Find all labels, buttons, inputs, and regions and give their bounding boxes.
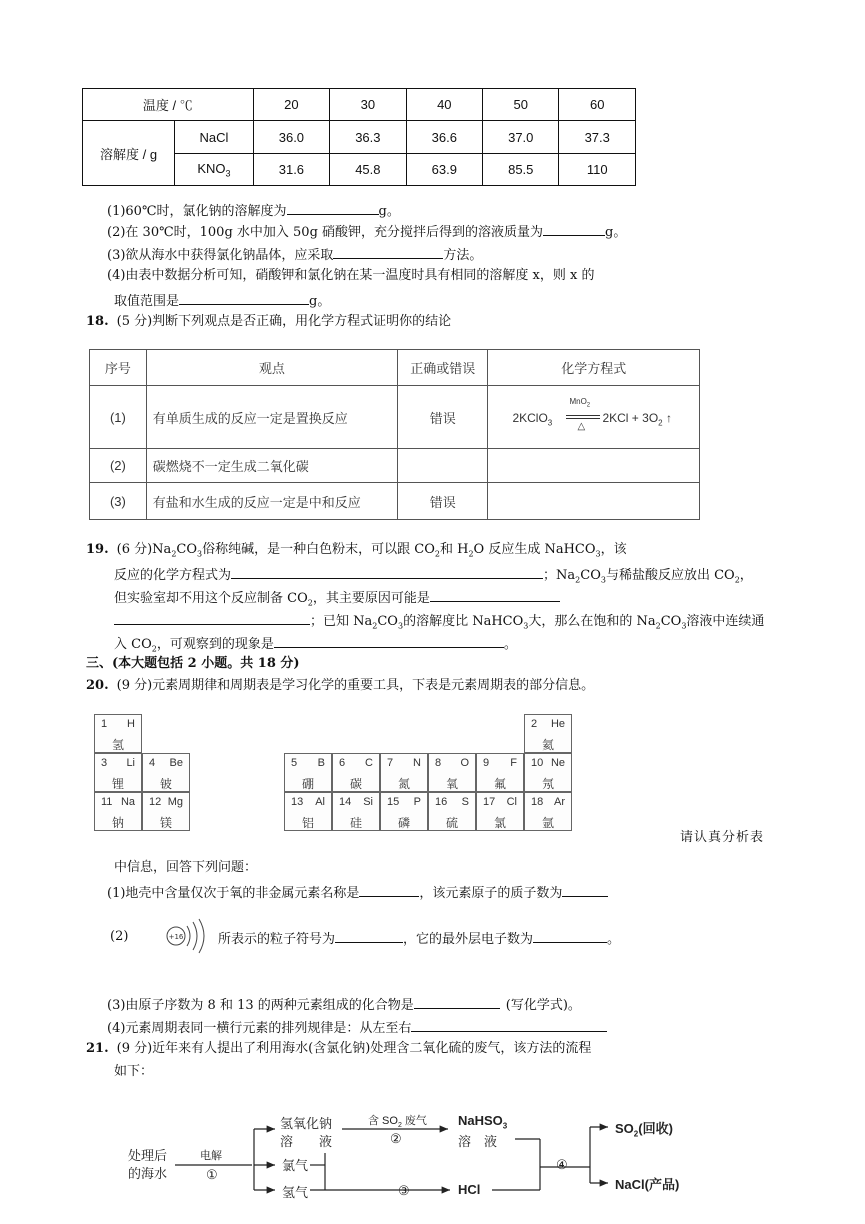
q20-text: (9 分)元素周期律和周期表是学习化学的重要工具，下表是元素周期表的部分信息。 bbox=[116, 678, 595, 693]
element-name: 钠 bbox=[111, 816, 124, 830]
electron-shell bbox=[193, 922, 197, 950]
sub: 2 bbox=[372, 621, 378, 631]
q19-text: O 反应生成 NaHCO bbox=[473, 542, 596, 557]
atomic-number: 12 bbox=[149, 796, 162, 808]
nahso3-label bbox=[458, 1113, 507, 1131]
opinion-cell: 碳燃烧不一定生成二氧化碳 bbox=[146, 449, 397, 483]
value-cell: 110 bbox=[559, 154, 636, 186]
element-symbol: Na bbox=[120, 796, 135, 808]
judgement-cell: 错误 bbox=[397, 483, 487, 520]
atomic-number: 6 bbox=[339, 757, 346, 769]
q19-text: CO bbox=[660, 614, 682, 629]
temp-cell: 40 bbox=[406, 89, 482, 121]
row-name-nacl: NaCl bbox=[175, 121, 254, 154]
q17-text: 方法。 bbox=[443, 248, 483, 263]
atomic-number: 2 bbox=[531, 718, 538, 730]
q19-text: 但实验室却不用这个反应制备 CO bbox=[114, 591, 308, 606]
judgement-cell[interactable] bbox=[397, 449, 487, 483]
atomic-number: 15 bbox=[387, 796, 400, 808]
q19-text: 大，那么在饱和的 Na bbox=[528, 614, 656, 629]
q20-intro: 中信息，回答下列问题： bbox=[114, 860, 258, 875]
q19-text: CO bbox=[580, 568, 601, 583]
q19-text: ，可观察到的现象是 bbox=[156, 637, 274, 652]
q20-text: (1)地壳中含量仅次于氧的非金属元素名称是 bbox=[107, 886, 360, 901]
atomic-number: 4 bbox=[149, 757, 156, 769]
q21-line2: 如下： bbox=[114, 1064, 154, 1079]
atomic-number: 3 bbox=[101, 757, 108, 769]
electron-shell bbox=[199, 919, 204, 953]
q20-continuation: 请认真分析表 bbox=[680, 829, 765, 844]
eq-text: 2KCl + 3O bbox=[602, 411, 659, 425]
periodic-table bbox=[94, 712, 670, 834]
element-cell bbox=[380, 753, 428, 792]
element-cell bbox=[284, 753, 332, 792]
element-name: 氮 bbox=[397, 777, 410, 791]
atomic-number: 11 bbox=[101, 796, 113, 808]
atomic-number: 10 bbox=[531, 757, 544, 769]
element-name: 磷 bbox=[397, 816, 410, 830]
element-name: 碳 bbox=[349, 777, 362, 791]
atomic-number: 9 bbox=[483, 757, 490, 769]
q17-part4-cont bbox=[114, 290, 330, 311]
answer-blank[interactable] bbox=[414, 994, 500, 1009]
eq-text: MnO bbox=[569, 397, 587, 406]
flow-text: NaHSO bbox=[458, 1113, 503, 1128]
q19-text: ，其主要原因可能是 bbox=[312, 591, 430, 606]
equation bbox=[494, 397, 693, 437]
sub: 2 bbox=[633, 1129, 639, 1139]
q19-text: CO bbox=[176, 542, 198, 557]
q20-text: 。 bbox=[607, 932, 621, 947]
electrolysis-label: 电解 bbox=[200, 1150, 222, 1162]
q20-text: ，它的最外层电子数为 bbox=[403, 932, 534, 947]
eq-right bbox=[602, 411, 672, 427]
flow-text: 废气 bbox=[404, 1115, 427, 1127]
kno3-sub: 3 bbox=[225, 168, 231, 179]
solubility-table bbox=[82, 88, 636, 186]
element-cell bbox=[524, 753, 572, 792]
header-cell: 观点 bbox=[146, 350, 397, 386]
atomic-number: 16 bbox=[435, 796, 448, 808]
element-cell bbox=[428, 753, 476, 792]
q20-part3 bbox=[107, 994, 581, 1015]
element-symbol: Ar bbox=[554, 796, 565, 808]
q17-text: (2)在 30℃时，100g 水中加入 50g 硝酸钾，充分搅拌后得到的溶液质量为 bbox=[107, 225, 544, 240]
element-cell bbox=[380, 792, 428, 831]
element-cell bbox=[332, 792, 380, 831]
element-name: 铍 bbox=[159, 777, 172, 791]
q19-text: 俗称纯碱，是一种白色粉末，可以跟 CO bbox=[202, 542, 435, 557]
eq-sub: 3 bbox=[547, 418, 553, 428]
sub: 2 bbox=[397, 1122, 402, 1130]
element-cell bbox=[142, 753, 190, 792]
answer-blank[interactable] bbox=[179, 290, 309, 305]
chlorine-label: 氯气 bbox=[282, 1158, 309, 1173]
answer-blank[interactable] bbox=[274, 633, 504, 648]
nucleus-charge: +16 bbox=[168, 933, 184, 941]
element-cell bbox=[94, 714, 142, 753]
answer-blank[interactable] bbox=[335, 928, 403, 943]
catalyst bbox=[569, 397, 590, 409]
temp-cell: 20 bbox=[253, 89, 329, 121]
answer-blank[interactable] bbox=[359, 882, 419, 897]
gas-arrow: ↑ bbox=[665, 411, 672, 425]
sub: 2 bbox=[468, 549, 474, 559]
kno3-text: KNO bbox=[197, 160, 226, 176]
judgement-cell: 错误 bbox=[397, 386, 487, 449]
temp-cell: 60 bbox=[559, 89, 636, 121]
element-symbol: Si bbox=[363, 796, 373, 808]
row-name-kno3 bbox=[175, 154, 254, 186]
element-name: 氧 bbox=[445, 777, 458, 791]
eq-sub: 2 bbox=[658, 418, 663, 428]
answer-blank[interactable] bbox=[333, 244, 443, 259]
q20-text: (写化学式)。 bbox=[505, 998, 581, 1013]
element-symbol: H bbox=[127, 718, 135, 730]
seawater-label-2: 的海水 bbox=[128, 1166, 168, 1181]
element-symbol: O bbox=[460, 757, 469, 769]
element-symbol: Li bbox=[126, 757, 135, 769]
atomic-number: 14 bbox=[339, 796, 352, 808]
element-symbol: P bbox=[413, 796, 421, 808]
q19-text: ，该 bbox=[600, 542, 627, 557]
sub: 2 bbox=[655, 621, 661, 631]
answer-blank[interactable] bbox=[231, 564, 543, 579]
element-symbol: C bbox=[365, 757, 373, 769]
solubility-row-label: 溶解度 / g bbox=[83, 121, 175, 186]
sub: 2 bbox=[575, 575, 581, 585]
element-cell bbox=[284, 792, 332, 831]
q17-text: 取值范围是 bbox=[114, 294, 180, 309]
element-name: 氖 bbox=[541, 777, 554, 791]
element-name: 氯 bbox=[493, 816, 506, 830]
q17-text: g。 bbox=[605, 225, 627, 240]
step-1: ① bbox=[206, 1167, 218, 1182]
value-cell: 45.8 bbox=[330, 154, 406, 186]
equation-cell[interactable] bbox=[488, 449, 700, 483]
temp-cell: 50 bbox=[483, 89, 559, 121]
value-cell: 31.6 bbox=[253, 154, 329, 186]
q17-part2 bbox=[107, 221, 626, 242]
element-name: 硅 bbox=[349, 816, 362, 830]
step-4: ④ bbox=[556, 1157, 568, 1172]
eq-sub: 2 bbox=[586, 402, 591, 409]
equation-cell[interactable] bbox=[488, 483, 700, 520]
value-cell: 85.5 bbox=[483, 154, 559, 186]
element-name: 氦 bbox=[541, 738, 554, 752]
q19-line2 bbox=[114, 564, 753, 590]
row-index: (1) bbox=[90, 386, 147, 449]
q19-line3 bbox=[114, 587, 560, 613]
opinion-table bbox=[89, 349, 700, 520]
sub: 3 bbox=[523, 621, 529, 631]
value-cell: 63.9 bbox=[406, 154, 482, 186]
q17-text: g。 bbox=[378, 204, 400, 219]
q20-text: 所表示的粒子符号为 bbox=[218, 932, 336, 947]
sub: 2 bbox=[734, 575, 740, 585]
element-symbol: Al bbox=[315, 796, 325, 808]
q20-part4 bbox=[107, 1017, 607, 1038]
atomic-number: 18 bbox=[531, 796, 544, 808]
sub: 3 bbox=[502, 1121, 508, 1131]
value-cell: 36.3 bbox=[330, 121, 406, 154]
hcl-label: HCl bbox=[458, 1182, 481, 1197]
answer-blank[interactable] bbox=[543, 221, 605, 236]
temp-cell: 30 bbox=[330, 89, 406, 121]
temp-header: 温度 / ℃ bbox=[83, 89, 254, 121]
q17-part1 bbox=[107, 200, 400, 221]
sub: 2 bbox=[307, 598, 313, 608]
eq-left bbox=[512, 411, 552, 427]
sub: 2 bbox=[151, 644, 157, 654]
q20-text: (4)元素周期表同一横行元素的排列规律是：从左至右 bbox=[107, 1021, 412, 1036]
element-cell bbox=[476, 792, 524, 831]
equation-cell bbox=[488, 386, 700, 449]
element-name: 镁 bbox=[159, 816, 172, 830]
q19-text: 。 bbox=[503, 637, 517, 652]
heat-condition: △ bbox=[577, 421, 586, 432]
q19-text: 溶液中连续通 bbox=[686, 614, 765, 629]
sub: 2 bbox=[434, 549, 440, 559]
answer-blank[interactable] bbox=[430, 587, 560, 602]
step-3: ③ bbox=[398, 1183, 410, 1198]
q20-stem bbox=[86, 677, 594, 695]
question-number: 18. bbox=[86, 314, 109, 329]
atomic-number: 13 bbox=[291, 796, 304, 808]
naoh-label-1: 氢氧化钠 bbox=[280, 1116, 333, 1131]
element-cell bbox=[524, 714, 572, 753]
q17-part4: (4)由表中数据分析可知，硝酸钾和氯化钠在某一温度时具有相同的溶解度 x，则 x 的 bbox=[107, 268, 595, 283]
row-index: (2) bbox=[90, 449, 147, 483]
atomic-number: 5 bbox=[291, 757, 298, 769]
answer-blank[interactable] bbox=[533, 928, 607, 943]
q19-text: ；Na bbox=[543, 568, 576, 583]
q20-part2 bbox=[218, 928, 620, 949]
q17-text: (3)欲从海水中获得氯化钠晶体，应采取 bbox=[107, 248, 334, 263]
q19-text: 与稀盐酸反应放出 CO bbox=[605, 568, 735, 583]
element-name: 硼 bbox=[301, 777, 314, 791]
element-name: 氢 bbox=[111, 738, 124, 752]
q19-text: 的溶解度比 NaHCO bbox=[403, 614, 524, 629]
element-symbol: F bbox=[510, 757, 517, 769]
q19-text: ；已知 Na bbox=[310, 614, 373, 629]
so2-waste-label bbox=[368, 1112, 427, 1129]
value-cell: 37.3 bbox=[559, 121, 636, 154]
atom-structure-diagram bbox=[160, 916, 216, 956]
atomic-number: 7 bbox=[387, 757, 394, 769]
answer-blank[interactable] bbox=[287, 200, 379, 215]
q18-text: (5 分)判断下列观点是否正确，用化学方程式证明你的结论 bbox=[116, 314, 452, 329]
nahso3-solution: 溶 液 bbox=[458, 1134, 498, 1149]
flow-text: 含 SO bbox=[368, 1115, 398, 1127]
answer-blank[interactable] bbox=[411, 1017, 607, 1032]
value-cell: 36.0 bbox=[253, 121, 329, 154]
answer-blank[interactable] bbox=[562, 882, 608, 897]
flow-text: (回收) bbox=[638, 1121, 673, 1136]
hydrogen-label: 氢气 bbox=[282, 1185, 309, 1200]
element-symbol: B bbox=[317, 757, 325, 769]
q19-text: 入 CO bbox=[114, 637, 152, 652]
sub: 3 bbox=[681, 621, 687, 631]
element-symbol: Be bbox=[169, 757, 183, 769]
sub: 3 bbox=[600, 575, 606, 585]
sub: 3 bbox=[595, 549, 601, 559]
element-cell bbox=[94, 792, 142, 831]
opinion-cell: 有盐和水生成的反应一定是中和反应 bbox=[146, 483, 397, 520]
step-2: ② bbox=[390, 1131, 402, 1146]
q17-part3 bbox=[107, 244, 482, 265]
element-name: 铝 bbox=[301, 816, 314, 830]
q20-part1 bbox=[107, 882, 608, 903]
q19-text: (6 分)Na bbox=[116, 542, 172, 557]
question-number: 21. bbox=[86, 1041, 109, 1056]
atomic-number: 17 bbox=[483, 796, 496, 808]
q19-text: ， bbox=[739, 568, 753, 583]
atomic-number: 1 bbox=[101, 718, 108, 730]
element-name: 氩 bbox=[541, 816, 554, 830]
flow-text: SO bbox=[615, 1121, 634, 1136]
seawater-label-1: 处理后 bbox=[128, 1148, 168, 1163]
q19-line4 bbox=[114, 610, 764, 636]
element-symbol: S bbox=[461, 796, 469, 808]
q19-line1 bbox=[86, 541, 627, 564]
header-cell: 化学方程式 bbox=[488, 350, 700, 386]
element-symbol: Cl bbox=[506, 796, 517, 808]
naoh-label-2: 溶 液 bbox=[280, 1134, 333, 1149]
element-symbol: N bbox=[413, 757, 421, 769]
opinion-cell: 有单质生成的反应一定是置换反应 bbox=[146, 386, 397, 449]
process-flowchart bbox=[120, 1105, 720, 1220]
q20-text: (3)由原子序数为 8 和 13 的两种元素组成的化合物是 bbox=[107, 998, 414, 1013]
q19-text: 反应的化学方程式为 bbox=[114, 568, 232, 583]
eq-text: 2KClO bbox=[512, 411, 548, 425]
section-heading: 三、(本大题包括 2 小题。共 18 分) bbox=[86, 656, 300, 671]
q17-text: (1)60℃时，氯化钠的溶解度为 bbox=[107, 204, 287, 219]
value-cell: 36.6 bbox=[406, 121, 482, 154]
header-cell: 正确或错误 bbox=[397, 350, 487, 386]
nacl-product-label: NaCl(产品) bbox=[615, 1177, 680, 1192]
q21-text: (9 分)近年来有人提出了利用海水(含氯化钠)处理含二氧化硫的废气，该方法的流程 bbox=[116, 1041, 592, 1056]
element-name: 硫 bbox=[445, 816, 458, 830]
element-cell bbox=[428, 792, 476, 831]
q20-part2-label: (2) bbox=[110, 929, 129, 944]
question-number: 19. bbox=[86, 542, 109, 557]
q19-text: CO bbox=[377, 614, 398, 629]
row-index: (3) bbox=[90, 483, 147, 520]
element-name: 氟 bbox=[493, 777, 506, 791]
reaction-equals bbox=[566, 415, 600, 419]
electron-shell bbox=[187, 926, 190, 946]
element-symbol: Ne bbox=[550, 757, 565, 769]
sub: 3 bbox=[397, 621, 404, 631]
q20-text: ，该元素原子的质子数为 bbox=[419, 886, 563, 901]
element-symbol: Mg bbox=[167, 796, 183, 808]
q21-stem bbox=[86, 1040, 591, 1058]
answer-blank[interactable] bbox=[114, 610, 310, 625]
element-cell bbox=[94, 753, 142, 792]
element-cell bbox=[524, 792, 572, 831]
header-cell: 序号 bbox=[90, 350, 147, 386]
value-cell: 37.0 bbox=[483, 121, 559, 154]
element-cell bbox=[142, 792, 190, 831]
so2-recover-label bbox=[615, 1118, 673, 1139]
q18-stem bbox=[86, 313, 451, 331]
element-cell bbox=[476, 753, 524, 792]
question-number: 20. bbox=[86, 678, 109, 693]
q17-text: g。 bbox=[309, 294, 331, 309]
element-cell bbox=[332, 753, 380, 792]
atomic-number: 8 bbox=[435, 757, 442, 769]
sub: 2 bbox=[171, 549, 177, 559]
element-name: 锂 bbox=[111, 777, 124, 791]
element-symbol: He bbox=[550, 718, 565, 730]
q19-text: 和 H bbox=[439, 542, 469, 557]
sub: 3 bbox=[197, 549, 203, 559]
